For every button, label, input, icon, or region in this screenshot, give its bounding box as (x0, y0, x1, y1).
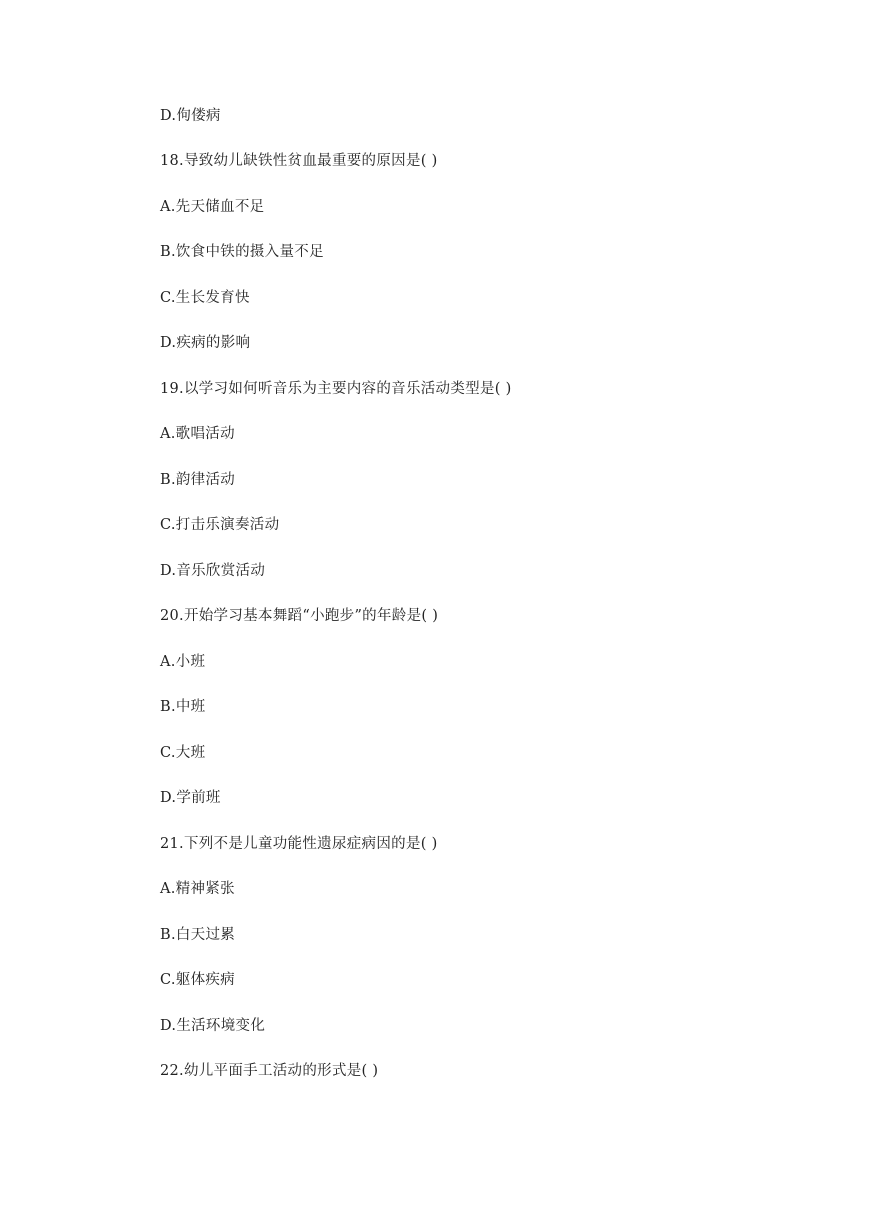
option-c-19: C.打击乐演奏活动 (160, 517, 280, 533)
question-22: 22.幼儿平面手工活动的形式是( ) (160, 1063, 379, 1079)
question-18: 18.导致幼儿缺铁性贫血最重要的原因是( ) (160, 153, 438, 169)
option-c-21: C.躯体疾病 (160, 972, 235, 988)
option-b-19: B.韵律活动 (160, 472, 236, 488)
question-21: 21.下列不是儿童功能性遗尿症病因的是( ) (160, 836, 438, 852)
option-a-19: A.歌唱活动 (160, 426, 235, 442)
option-b-18: B.饮食中铁的摄入量不足 (160, 244, 324, 260)
question-20: 20.开始学习基本舞蹈“小跑步”的年龄是( ) (160, 608, 439, 624)
option-d-21: D.生活环境变化 (160, 1018, 266, 1034)
option-d-18: D.疾病的影响 (160, 335, 251, 351)
option-c-18: C.生长发育快 (160, 290, 250, 306)
option-a-21: A.精神紧张 (160, 881, 235, 897)
option-d-20: D.学前班 (160, 790, 221, 806)
option-b-21: B.白天过累 (160, 927, 236, 943)
option-d-17: D.佝偻病 (160, 108, 221, 124)
question-19: 19.以学习如何听音乐为主要内容的音乐活动类型是( ) (160, 381, 512, 397)
option-b-20: B.中班 (160, 699, 206, 715)
option-d-19: D.音乐欣赏活动 (160, 563, 266, 579)
option-a-18: A.先天储血不足 (160, 199, 265, 215)
option-a-20: A.小班 (160, 654, 206, 670)
option-c-20: C.大班 (160, 745, 206, 761)
